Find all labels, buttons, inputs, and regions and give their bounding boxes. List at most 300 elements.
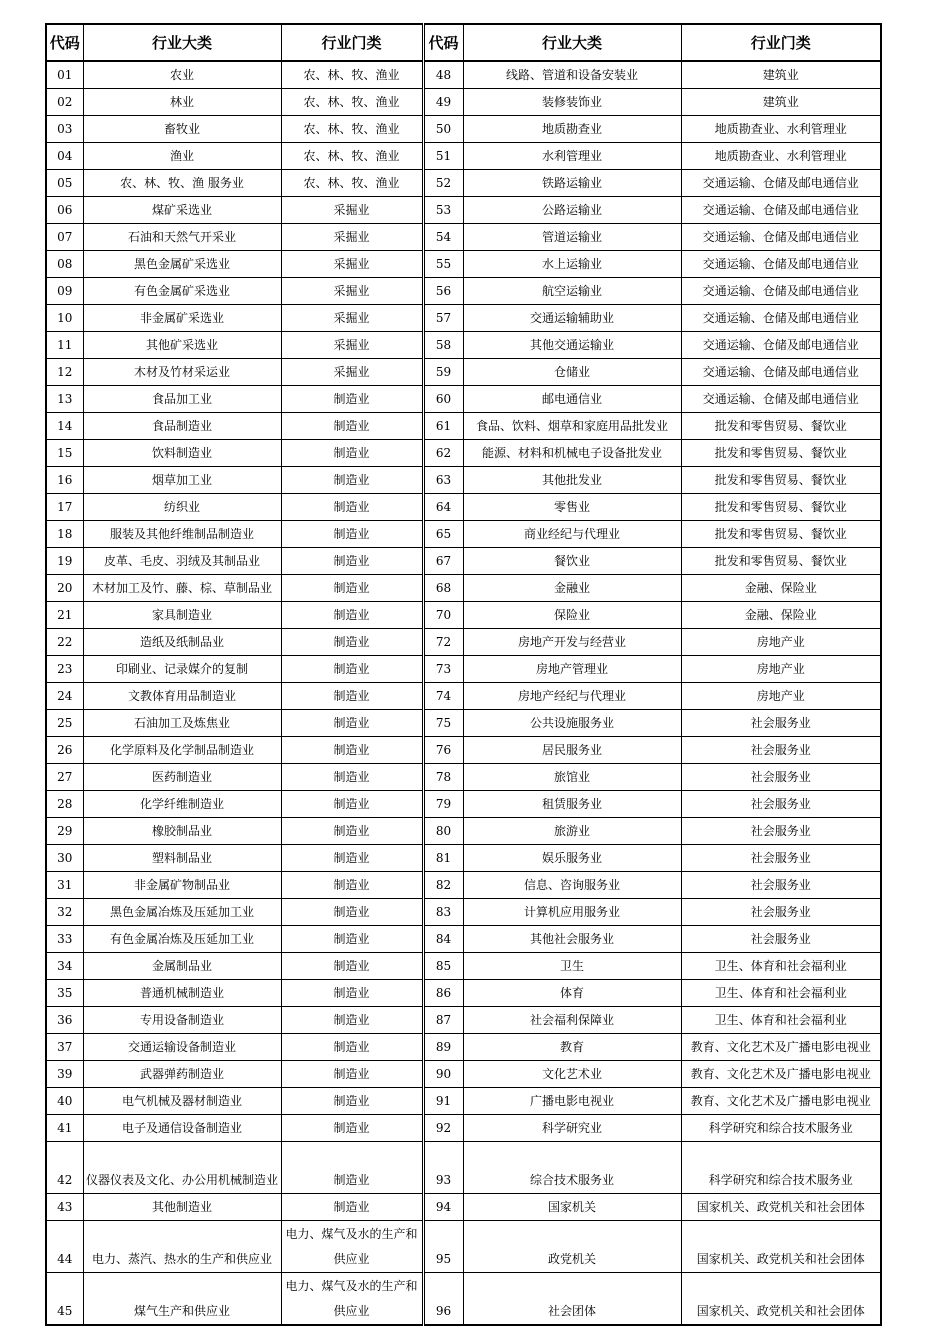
- header-code-right: 代码: [423, 24, 463, 61]
- sector-cell-left: 制造业: [281, 683, 423, 710]
- header-category-right: 行业大类: [463, 24, 681, 61]
- sector-cell-right: 房地产业: [681, 629, 881, 656]
- sector-cell-right: 科学研究和综合技术服务业: [681, 1142, 881, 1194]
- table-row: [46, 413, 881, 440]
- category-cell-left: 食品制造业: [83, 413, 281, 440]
- code-cell-left: 42: [46, 1142, 83, 1194]
- sector-cell-right: 交通运输、仓储及邮电通信业: [681, 332, 881, 359]
- code-cell-right: 54: [423, 224, 463, 251]
- category-cell-right: 信息、咨询服务业: [463, 872, 681, 899]
- sector-cell-left: 制造业: [281, 1115, 423, 1142]
- category-cell-left: 木材加工及竹、藤、棕、草制品业: [83, 575, 281, 602]
- code-cell-right: 89: [423, 1034, 463, 1061]
- category-cell-right: 邮电通信业: [463, 386, 681, 413]
- sector-cell-right: 社会服务业: [681, 926, 881, 953]
- code-cell-left: 40: [46, 1088, 83, 1115]
- table-row: [46, 764, 881, 791]
- sector-cell-right: 批发和零售贸易、餐饮业: [681, 548, 881, 575]
- code-cell-right: 84: [423, 926, 463, 953]
- sector-cell-right: 社会服务业: [681, 899, 881, 926]
- code-cell-right: 96: [423, 1273, 463, 1326]
- category-cell-left: 电子及通信设备制造业: [83, 1115, 281, 1142]
- code-cell-right: 81: [423, 845, 463, 872]
- category-cell-right: 仓储业: [463, 359, 681, 386]
- sector-cell-right: 交通运输、仓储及邮电通信业: [681, 170, 881, 197]
- code-cell-right: 58: [423, 332, 463, 359]
- category-cell-left: 黑色金属冶炼及压延加工业: [83, 899, 281, 926]
- sector-cell-left: 制造业: [281, 899, 423, 926]
- code-cell-right: 67: [423, 548, 463, 575]
- table-row: [46, 683, 881, 710]
- sector-cell-right: 批发和零售贸易、餐饮业: [681, 440, 881, 467]
- table-row: [46, 1034, 881, 1061]
- table-row: [46, 980, 881, 1007]
- table-row: [46, 494, 881, 521]
- sector-cell-left: 农、林、牧、渔业: [281, 61, 423, 89]
- category-cell-left: 木材及竹材采运业: [83, 359, 281, 386]
- sector-cell-left: 电力、煤气及水的生产和供应业: [281, 1273, 423, 1326]
- table-row: [46, 791, 881, 818]
- sector-cell-left: 制造业: [281, 764, 423, 791]
- sector-cell-right: 金融、保险业: [681, 602, 881, 629]
- sector-cell-right: 社会服务业: [681, 845, 881, 872]
- code-cell-right: 75: [423, 710, 463, 737]
- category-cell-right: 旅游业: [463, 818, 681, 845]
- code-cell-left: 33: [46, 926, 83, 953]
- table-row: [46, 710, 881, 737]
- sector-cell-right: 社会服务业: [681, 818, 881, 845]
- sector-cell-left: 制造业: [281, 1007, 423, 1034]
- sector-cell-right: 批发和零售贸易、餐饮业: [681, 521, 881, 548]
- category-cell-right: 其他社会服务业: [463, 926, 681, 953]
- category-cell-right: 广播电影电视业: [463, 1088, 681, 1115]
- sector-cell-right: 科学研究和综合技术服务业: [681, 1115, 881, 1142]
- code-cell-left: 18: [46, 521, 83, 548]
- category-cell-left: 非金属矿采选业: [83, 305, 281, 332]
- code-cell-left: 05: [46, 170, 83, 197]
- sector-cell-right: 地质勘查业、水利管理业: [681, 116, 881, 143]
- code-cell-left: 12: [46, 359, 83, 386]
- sector-cell-left: 制造业: [281, 872, 423, 899]
- category-cell-left: 渔业: [83, 143, 281, 170]
- category-cell-right: 娱乐服务业: [463, 845, 681, 872]
- industry-classification-table: [45, 23, 882, 1326]
- table-row: [46, 953, 881, 980]
- category-cell-left: 食品加工业: [83, 386, 281, 413]
- sector-cell-left: 采掘业: [281, 197, 423, 224]
- category-cell-right: 能源、材料和机械电子设备批发业: [463, 440, 681, 467]
- code-cell-right: 76: [423, 737, 463, 764]
- code-cell-left: 16: [46, 467, 83, 494]
- sector-cell-right: 交通运输、仓储及邮电通信业: [681, 305, 881, 332]
- category-cell-left: 橡胶制品业: [83, 818, 281, 845]
- table-row: [46, 1061, 881, 1088]
- table-row: [46, 467, 881, 494]
- sector-cell-right: 国家机关、政党机关和社会团体: [681, 1273, 881, 1326]
- sector-cell-right: 交通运输、仓储及邮电通信业: [681, 359, 881, 386]
- code-cell-right: 93: [423, 1142, 463, 1194]
- code-cell-right: 63: [423, 467, 463, 494]
- code-cell-left: 34: [46, 953, 83, 980]
- code-cell-left: 13: [46, 386, 83, 413]
- table-row: [46, 1221, 881, 1273]
- sector-cell-left: 制造业: [281, 602, 423, 629]
- sector-cell-right: 社会服务业: [681, 737, 881, 764]
- table-row: [46, 197, 881, 224]
- sector-cell-left: 农、林、牧、渔业: [281, 116, 423, 143]
- code-cell-left: 17: [46, 494, 83, 521]
- code-cell-right: 59: [423, 359, 463, 386]
- table-row: [46, 116, 881, 143]
- code-cell-left: 30: [46, 845, 83, 872]
- category-cell-left: 其他制造业: [83, 1194, 281, 1221]
- code-cell-right: 53: [423, 197, 463, 224]
- code-cell-right: 48: [423, 61, 463, 89]
- category-cell-right: 交通运输辅助业: [463, 305, 681, 332]
- sector-cell-right: 教育、文化艺术及广播电影电视业: [681, 1088, 881, 1115]
- sector-cell-left: 制造业: [281, 548, 423, 575]
- code-cell-right: 57: [423, 305, 463, 332]
- sector-cell-right: 交通运输、仓储及邮电通信业: [681, 197, 881, 224]
- table-row: [46, 61, 881, 89]
- table-row: [46, 386, 881, 413]
- category-cell-right: 公共设施服务业: [463, 710, 681, 737]
- sector-cell-right: 国家机关、政党机关和社会团体: [681, 1194, 881, 1221]
- category-cell-right: 零售业: [463, 494, 681, 521]
- code-cell-right: 92: [423, 1115, 463, 1142]
- sector-cell-right: 社会服务业: [681, 710, 881, 737]
- code-cell-left: 01: [46, 61, 83, 89]
- sector-cell-right: 社会服务业: [681, 872, 881, 899]
- table-row: [46, 89, 881, 116]
- category-cell-right: 房地产管理业: [463, 656, 681, 683]
- code-cell-right: 95: [423, 1221, 463, 1273]
- category-cell-left: 非金属矿物制品业: [83, 872, 281, 899]
- category-cell-left: 纺织业: [83, 494, 281, 521]
- table-row: [46, 899, 881, 926]
- code-cell-right: 83: [423, 899, 463, 926]
- table-row: [46, 224, 881, 251]
- category-cell-left: 煤气生产和供应业: [83, 1273, 281, 1326]
- table-row: [46, 1115, 881, 1142]
- category-cell-right: 租赁服务业: [463, 791, 681, 818]
- table-row: [46, 872, 881, 899]
- sector-cell-left: 采掘业: [281, 251, 423, 278]
- category-cell-left: 医药制造业: [83, 764, 281, 791]
- code-cell-left: 36: [46, 1007, 83, 1034]
- category-cell-left: 印刷业、记录媒介的复制: [83, 656, 281, 683]
- sector-cell-left: 制造业: [281, 467, 423, 494]
- category-cell-left: 金属制品业: [83, 953, 281, 980]
- code-cell-left: 14: [46, 413, 83, 440]
- table-row: [46, 737, 881, 764]
- code-cell-right: 87: [423, 1007, 463, 1034]
- category-cell-left: 武器弹药制造业: [83, 1061, 281, 1088]
- sector-cell-left: 制造业: [281, 521, 423, 548]
- code-cell-right: 55: [423, 251, 463, 278]
- code-cell-left: 07: [46, 224, 83, 251]
- sector-cell-left: 制造业: [281, 953, 423, 980]
- table-row: [46, 1007, 881, 1034]
- sector-cell-right: 教育、文化艺术及广播电影电视业: [681, 1061, 881, 1088]
- sector-cell-left: 农、林、牧、渔业: [281, 89, 423, 116]
- category-cell-left: 皮革、毛皮、羽绒及其制品业: [83, 548, 281, 575]
- code-cell-left: 06: [46, 197, 83, 224]
- sector-cell-right: 建筑业: [681, 61, 881, 89]
- sector-cell-left: 制造业: [281, 629, 423, 656]
- sector-cell-left: 制造业: [281, 1088, 423, 1115]
- table-row: [46, 818, 881, 845]
- category-cell-left: 电力、蒸汽、热水的生产和供应业: [83, 1221, 281, 1273]
- category-cell-left: 农业: [83, 61, 281, 89]
- category-cell-right: 社会福利保障业: [463, 1007, 681, 1034]
- category-cell-left: 石油加工及炼焦业: [83, 710, 281, 737]
- code-cell-right: 78: [423, 764, 463, 791]
- code-cell-left: 41: [46, 1115, 83, 1142]
- code-cell-right: 61: [423, 413, 463, 440]
- category-cell-right: 商业经纪与代理业: [463, 521, 681, 548]
- category-cell-right: 线路、管道和设备安装业: [463, 61, 681, 89]
- category-cell-right: 体育: [463, 980, 681, 1007]
- sector-cell-right: 交通运输、仓储及邮电通信业: [681, 386, 881, 413]
- sector-cell-right: 批发和零售贸易、餐饮业: [681, 494, 881, 521]
- category-cell-left: 造纸及纸制品业: [83, 629, 281, 656]
- code-cell-left: 20: [46, 575, 83, 602]
- code-cell-right: 80: [423, 818, 463, 845]
- category-cell-right: 文化艺术业: [463, 1061, 681, 1088]
- table-row: [46, 656, 881, 683]
- category-cell-left: 文教体育用品制造业: [83, 683, 281, 710]
- code-cell-left: 31: [46, 872, 83, 899]
- sector-cell-left: 制造业: [281, 1142, 423, 1194]
- category-cell-right: 其他批发业: [463, 467, 681, 494]
- category-cell-left: 畜牧业: [83, 116, 281, 143]
- category-cell-right: 房地产经纪与代理业: [463, 683, 681, 710]
- code-cell-right: 94: [423, 1194, 463, 1221]
- code-cell-right: 52: [423, 170, 463, 197]
- sector-cell-left: 采掘业: [281, 332, 423, 359]
- category-cell-right: 金融业: [463, 575, 681, 602]
- category-cell-left: 黑色金属矿采选业: [83, 251, 281, 278]
- table-row: [46, 359, 881, 386]
- table-row: [46, 332, 881, 359]
- sector-cell-left: 制造业: [281, 791, 423, 818]
- category-cell-left: 家具制造业: [83, 602, 281, 629]
- code-cell-right: 73: [423, 656, 463, 683]
- category-cell-left: 服装及其他纤维制品制造业: [83, 521, 281, 548]
- category-cell-right: 教育: [463, 1034, 681, 1061]
- table-row: [46, 1088, 881, 1115]
- sector-cell-right: 交通运输、仓储及邮电通信业: [681, 224, 881, 251]
- code-cell-left: 37: [46, 1034, 83, 1061]
- header-category-left: 行业大类: [83, 24, 281, 61]
- sector-cell-right: 卫生、体育和社会福利业: [681, 980, 881, 1007]
- sector-cell-left: 农、林、牧、渔业: [281, 143, 423, 170]
- sector-cell-right: 教育、文化艺术及广播电影电视业: [681, 1034, 881, 1061]
- category-cell-right: 计算机应用服务业: [463, 899, 681, 926]
- sector-cell-right: 金融、保险业: [681, 575, 881, 602]
- sector-cell-left: 制造业: [281, 440, 423, 467]
- category-cell-right: 居民服务业: [463, 737, 681, 764]
- category-cell-right: 卫生: [463, 953, 681, 980]
- category-cell-right: 地质勘查业: [463, 116, 681, 143]
- code-cell-right: 70: [423, 602, 463, 629]
- category-cell-left: 烟草加工业: [83, 467, 281, 494]
- category-cell-left: 化学原料及化学制品制造业: [83, 737, 281, 764]
- header-sector-right: 行业门类: [681, 24, 881, 61]
- code-cell-left: 43: [46, 1194, 83, 1221]
- sector-cell-left: 制造业: [281, 575, 423, 602]
- category-cell-left: 交通运输设备制造业: [83, 1034, 281, 1061]
- code-cell-right: 91: [423, 1088, 463, 1115]
- code-cell-left: 26: [46, 737, 83, 764]
- code-cell-left: 04: [46, 143, 83, 170]
- category-cell-right: 政党机关: [463, 1221, 681, 1273]
- category-cell-right: 餐饮业: [463, 548, 681, 575]
- code-cell-left: 08: [46, 251, 83, 278]
- category-cell-left: 有色金属冶炼及压延加工业: [83, 926, 281, 953]
- code-cell-left: 35: [46, 980, 83, 1007]
- table-row: [46, 629, 881, 656]
- table-row: [46, 1142, 881, 1194]
- category-cell-right: 航空运输业: [463, 278, 681, 305]
- code-cell-left: 44: [46, 1221, 83, 1273]
- category-cell-right: 国家机关: [463, 1194, 681, 1221]
- category-cell-left: 农、林、牧、渔 服务业: [83, 170, 281, 197]
- table-row: [46, 305, 881, 332]
- code-cell-right: 49: [423, 89, 463, 116]
- category-cell-left: 有色金属矿采选业: [83, 278, 281, 305]
- sector-cell-left: 制造业: [281, 710, 423, 737]
- category-cell-right: 铁路运输业: [463, 170, 681, 197]
- sector-cell-left: 制造业: [281, 737, 423, 764]
- sector-cell-right: 社会服务业: [681, 791, 881, 818]
- category-cell-right: 管道运输业: [463, 224, 681, 251]
- table-row: [46, 1194, 881, 1221]
- sector-cell-left: 制造业: [281, 1034, 423, 1061]
- code-cell-left: 27: [46, 764, 83, 791]
- code-cell-right: 68: [423, 575, 463, 602]
- sector-cell-left: 农、林、牧、渔业: [281, 170, 423, 197]
- sector-cell-right: 地质勘查业、水利管理业: [681, 143, 881, 170]
- category-cell-left: 饮料制造业: [83, 440, 281, 467]
- code-cell-right: 86: [423, 980, 463, 1007]
- code-cell-left: 21: [46, 602, 83, 629]
- table-row: [46, 251, 881, 278]
- code-cell-left: 24: [46, 683, 83, 710]
- code-cell-left: 39: [46, 1061, 83, 1088]
- code-cell-right: 72: [423, 629, 463, 656]
- sector-cell-left: 采掘业: [281, 305, 423, 332]
- table-row: [46, 170, 881, 197]
- sector-cell-right: 卫生、体育和社会福利业: [681, 1007, 881, 1034]
- category-cell-left: 普通机械制造业: [83, 980, 281, 1007]
- sector-cell-left: 制造业: [281, 845, 423, 872]
- code-cell-left: 23: [46, 656, 83, 683]
- sector-cell-left: 制造业: [281, 1194, 423, 1221]
- code-cell-right: 56: [423, 278, 463, 305]
- category-cell-right: 食品、饮料、烟草和家庭用品批发业: [463, 413, 681, 440]
- sector-cell-right: 卫生、体育和社会福利业: [681, 953, 881, 980]
- category-cell-left: 仪器仪表及文化、办公用机械制造业: [83, 1142, 281, 1194]
- category-cell-left: 化学纤维制造业: [83, 791, 281, 818]
- category-cell-left: 塑料制品业: [83, 845, 281, 872]
- sector-cell-right: 房地产业: [681, 656, 881, 683]
- category-cell-right: 综合技术服务业: [463, 1142, 681, 1194]
- table-row: [46, 575, 881, 602]
- sector-cell-left: 制造业: [281, 413, 423, 440]
- sector-cell-left: 电力、煤气及水的生产和供应业: [281, 1221, 423, 1273]
- code-cell-right: 65: [423, 521, 463, 548]
- sector-cell-left: 采掘业: [281, 278, 423, 305]
- table-row: [46, 548, 881, 575]
- code-cell-right: 62: [423, 440, 463, 467]
- sector-cell-right: 社会服务业: [681, 764, 881, 791]
- sector-cell-right: 批发和零售贸易、餐饮业: [681, 413, 881, 440]
- category-cell-left: 石油和天然气开采业: [83, 224, 281, 251]
- sector-cell-right: 交通运输、仓储及邮电通信业: [681, 278, 881, 305]
- category-cell-right: 旅馆业: [463, 764, 681, 791]
- code-cell-left: 28: [46, 791, 83, 818]
- sector-cell-left: 采掘业: [281, 224, 423, 251]
- category-cell-right: 科学研究业: [463, 1115, 681, 1142]
- header-sector-left: 行业门类: [281, 24, 423, 61]
- code-cell-right: 74: [423, 683, 463, 710]
- table-row: [46, 602, 881, 629]
- code-cell-left: 09: [46, 278, 83, 305]
- code-cell-left: 02: [46, 89, 83, 116]
- sector-cell-left: 制造业: [281, 386, 423, 413]
- code-cell-left: 10: [46, 305, 83, 332]
- code-cell-left: 29: [46, 818, 83, 845]
- code-cell-left: 03: [46, 116, 83, 143]
- code-cell-right: 51: [423, 143, 463, 170]
- sector-cell-right: 建筑业: [681, 89, 881, 116]
- category-cell-right: 装修装饰业: [463, 89, 681, 116]
- code-cell-right: 85: [423, 953, 463, 980]
- code-cell-left: 15: [46, 440, 83, 467]
- category-cell-right: 社会团体: [463, 1273, 681, 1326]
- category-cell-right: 水利管理业: [463, 143, 681, 170]
- code-cell-right: 82: [423, 872, 463, 899]
- code-cell-left: 45: [46, 1273, 83, 1326]
- code-cell-right: 50: [423, 116, 463, 143]
- table-row: [46, 926, 881, 953]
- code-cell-left: 25: [46, 710, 83, 737]
- category-cell-left: 电气机械及器材制造业: [83, 1088, 281, 1115]
- sector-cell-left: 采掘业: [281, 359, 423, 386]
- table-row: [46, 440, 881, 467]
- code-cell-left: 11: [46, 332, 83, 359]
- category-cell-right: 房地产开发与经营业: [463, 629, 681, 656]
- sector-cell-right: 交通运输、仓储及邮电通信业: [681, 251, 881, 278]
- category-cell-right: 公路运输业: [463, 197, 681, 224]
- sector-cell-left: 制造业: [281, 818, 423, 845]
- table-row: [46, 143, 881, 170]
- sector-cell-right: 国家机关、政党机关和社会团体: [681, 1221, 881, 1273]
- sector-cell-right: 房地产业: [681, 683, 881, 710]
- table-row: [46, 1273, 881, 1326]
- header-row: [46, 24, 881, 61]
- category-cell-left: 煤矿采选业: [83, 197, 281, 224]
- code-cell-left: 32: [46, 899, 83, 926]
- sector-cell-left: 制造业: [281, 656, 423, 683]
- code-cell-right: 64: [423, 494, 463, 521]
- category-cell-left: 其他矿采选业: [83, 332, 281, 359]
- code-cell-right: 60: [423, 386, 463, 413]
- code-cell-left: 22: [46, 629, 83, 656]
- header-code-left: 代码: [46, 24, 83, 61]
